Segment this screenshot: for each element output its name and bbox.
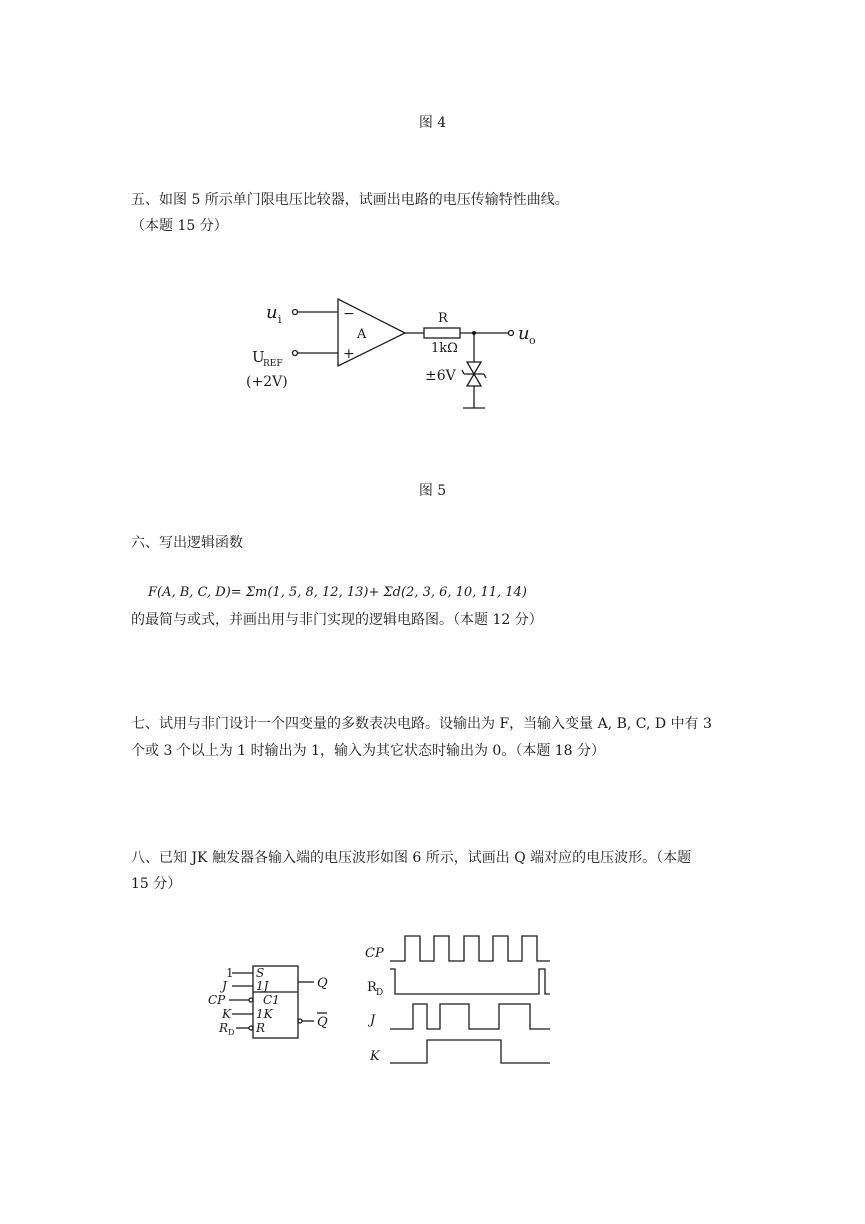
question-5-line2: （本题 15 分） bbox=[131, 218, 228, 234]
op-amp-plus: + bbox=[343, 346, 355, 362]
input-CP-label: CP bbox=[208, 993, 226, 1007]
input-RD-sub: D bbox=[228, 1028, 235, 1037]
pin-1K: 1K bbox=[256, 1007, 273, 1021]
uref-label: U bbox=[252, 348, 265, 366]
waveform-CP-label: CP bbox=[365, 946, 384, 961]
input-J-label: J bbox=[222, 979, 227, 993]
pin-S: S bbox=[256, 966, 265, 980]
uo-label: u bbox=[518, 323, 530, 344]
pin-1J: 1J bbox=[256, 979, 269, 993]
waveform-J-label: J bbox=[370, 1013, 376, 1028]
rd-inversion-bubble bbox=[249, 1026, 253, 1030]
question-8-line1: 八、已知 JK 触发器各输入端的电压波形如图 6 所示，试画出 Q 端对应的电压波形。（本题 bbox=[131, 850, 692, 866]
question-5-line1: 五、如图 5 所示单门限电压比较器，试画出电路的电压传输特性曲线。 bbox=[131, 192, 569, 208]
question-6-title: 六、写出逻辑函数 bbox=[131, 535, 243, 551]
waveform-CP bbox=[390, 936, 550, 961]
ui-label: u bbox=[266, 302, 278, 323]
waveform-RD bbox=[390, 969, 550, 994]
cp-inversion-bubble bbox=[249, 998, 253, 1002]
question-7-line2: 个或 3 个以上为 1 时输出为 1，输入为其它状态时输出为 0。（本题 18 分） bbox=[131, 743, 606, 759]
qbar-inversion-bubble bbox=[298, 1019, 302, 1023]
zener-value: ±6V bbox=[425, 368, 456, 384]
resistor-value: 1kΩ bbox=[431, 341, 458, 356]
pin-C1: C1 bbox=[263, 993, 280, 1007]
uref-value: (+2V) bbox=[246, 374, 288, 390]
question-8-line2: 15 分） bbox=[131, 876, 182, 892]
waveform-K bbox=[390, 1040, 550, 1063]
ui-sub: i bbox=[278, 313, 282, 326]
input-1-label: 1 bbox=[226, 966, 234, 980]
output-Q-label: Q bbox=[317, 976, 328, 991]
op-amp-label: A bbox=[357, 327, 367, 342]
input-K-label: K bbox=[222, 1007, 231, 1021]
pin-R: R bbox=[256, 1021, 266, 1035]
uo-sub: o bbox=[529, 334, 536, 347]
waveform-RD-sub: D bbox=[376, 988, 384, 998]
uref-sub: REF bbox=[263, 359, 283, 369]
input-RD-label: R bbox=[219, 1021, 229, 1035]
question-6-line2: 的最简与或式，并画出用与非门实现的逻辑电路图。（本题 12 分） bbox=[131, 612, 543, 628]
question-7-line1: 七、试用与非门设计一个四变量的多数表决电路。设输出为 F，当输入变量 A, B, C, D 中有 3 bbox=[131, 716, 712, 732]
question-6-formula: F(A, B, C, D)= Σm(1, 5, 8, 12, 13)+ Σd(2, 3, 6, 10, 11, 14) bbox=[148, 585, 527, 600]
waveform-K-label: K bbox=[370, 1049, 380, 1064]
figure-4-caption: 图 4 bbox=[418, 115, 447, 131]
resistor-name: R bbox=[438, 311, 448, 326]
figure-5-caption: 图 5 bbox=[418, 483, 447, 499]
waveform-J bbox=[390, 1004, 550, 1029]
output-Qbar-label: Q bbox=[317, 1015, 328, 1030]
op-amp-minus: − bbox=[343, 306, 355, 322]
waveform-RD-label: R bbox=[367, 980, 377, 995]
